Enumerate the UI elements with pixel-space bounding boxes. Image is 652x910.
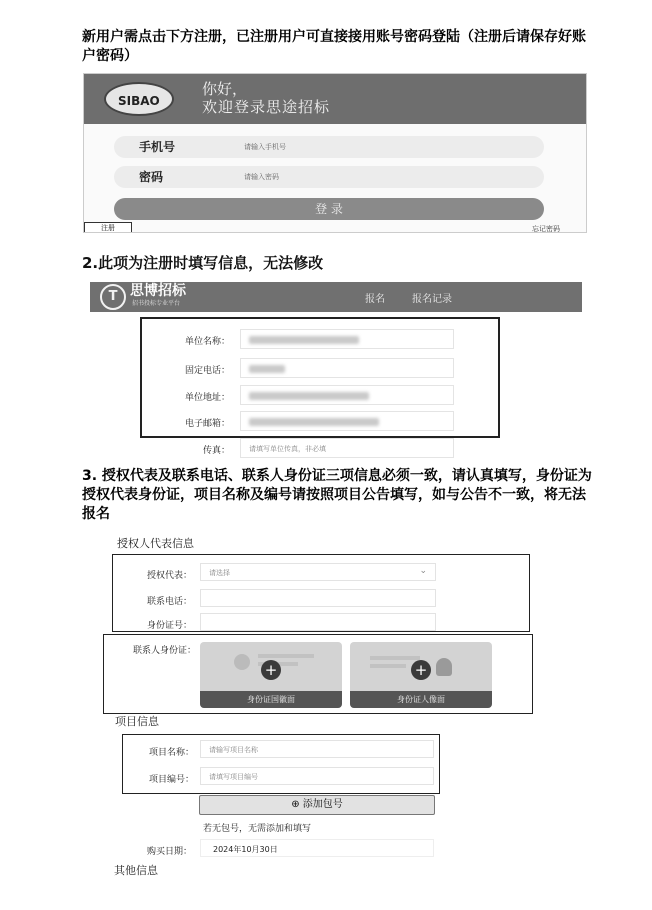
auth-rep-placeholder: 请选择 <box>209 569 230 577</box>
plus-icon: + <box>261 660 281 680</box>
logo-text: SIBAO <box>118 94 160 108</box>
brand-subtitle: 招书投标专业平台 <box>132 300 181 307</box>
id-front-upload[interactable] <box>200 642 342 708</box>
phone-placeholder: 请输入手机号 <box>244 143 286 151</box>
password-field[interactable] <box>114 166 544 188</box>
login-button[interactable]: 登 录 <box>114 198 544 220</box>
project-heading: 项目信息 <box>115 715 159 728</box>
other-heading: 其他信息 <box>114 864 158 877</box>
phone-field[interactable] <box>114 136 544 158</box>
placeholder-line <box>370 656 420 660</box>
add-package-label: 添加包号 <box>302 799 343 810</box>
id-front-caption: 身份证国徽面 <box>200 691 342 708</box>
brand-logo-icon: T <box>100 284 126 310</box>
redacted-value <box>249 336 359 344</box>
email-field <box>240 411 454 431</box>
purchase-date-label: 购买日期： <box>146 847 192 857</box>
redacted-value <box>249 392 369 400</box>
logo-icon <box>104 82 174 116</box>
project-no-input[interactable] <box>200 767 434 785</box>
placeholder-line <box>258 654 314 658</box>
plus-circle-icon: ⊕ <box>291 799 300 810</box>
id-back-upload[interactable] <box>350 642 492 708</box>
project-name-label: 项目名称： <box>148 748 194 758</box>
purchase-date-field[interactable] <box>200 839 434 857</box>
section2-title: 2.此项为注册时填写信息，无法修改 <box>82 254 324 272</box>
fax-label: 传真： <box>202 446 230 456</box>
add-package-button[interactable] <box>199 795 435 815</box>
id-number-input[interactable] <box>200 613 436 631</box>
purchase-date-value: 2024年10月30日 <box>213 845 278 854</box>
login-greeting: 你好， <box>202 80 248 98</box>
project-no-label: 项目编号： <box>148 775 194 785</box>
password-placeholder: 请输入密码 <box>244 173 279 181</box>
auth-rep-select[interactable] <box>200 563 436 581</box>
password-label: 密码 <box>139 170 164 184</box>
plus-icon: + <box>411 660 431 680</box>
login-header <box>84 74 587 124</box>
project-no-placeholder: 请填写项目编号 <box>209 773 258 781</box>
nav-signup[interactable]: 报名 <box>365 294 385 305</box>
emblem-icon <box>234 654 250 670</box>
landline-field <box>240 358 454 378</box>
login-body <box>84 124 587 233</box>
login-screenshot <box>83 73 587 233</box>
company-address-label: 单位地址： <box>184 393 230 403</box>
forgot-password-link[interactable]: 忘记密码 <box>532 225 560 233</box>
redacted-value <box>249 418 379 426</box>
package-note: 若无包号，无需添加和填写 <box>203 824 312 834</box>
project-name-placeholder: 请输写项目名称 <box>209 746 258 754</box>
portrait-icon <box>436 658 452 676</box>
intro-text: 新用户需点击下方注册，已注册用户可直接接用账号密码登陆（注册后请保存好账户密码） <box>82 29 586 64</box>
login-welcome: 欢迎登录思途招标 <box>202 98 331 116</box>
reg-header <box>90 282 582 312</box>
landline-label: 固定电话： <box>184 366 230 376</box>
phone-label: 联系电话： <box>146 597 192 607</box>
fax-placeholder: 请填写单位传真，非必填 <box>249 445 326 453</box>
section3-paragraph: 3. 授权代表及联系电话、联系人身份证三项信息必须一致，请认真填写，身份证为授权代表身份证，项目名称及编号请按照项目公告填写，如与公告不一致，将无法报名 <box>82 468 592 522</box>
id-number-label: 身份证号： <box>146 621 192 631</box>
id-back-caption: 身份证人像面 <box>350 691 492 708</box>
placeholder-line <box>370 664 406 668</box>
auth-rep-label: 授权代表： <box>146 571 192 581</box>
nav-records[interactable]: 报名记录 <box>412 294 452 305</box>
register-button[interactable]: 注册 <box>84 222 132 233</box>
phone-input[interactable] <box>200 589 436 607</box>
project-name-input[interactable] <box>200 740 434 758</box>
redacted-value <box>249 365 285 373</box>
brand-name: 思博招标 <box>130 283 186 299</box>
auth-heading: 授权人代表信息 <box>117 537 194 550</box>
id-card-label: 联系人身份证： <box>132 646 196 656</box>
chevron-down-icon: ⌄ <box>419 566 427 576</box>
fax-field[interactable] <box>240 438 454 458</box>
company-name-label: 单位名称： <box>184 337 230 347</box>
company-name-field <box>240 329 454 349</box>
phone-label: 手机号 <box>139 140 176 154</box>
company-address-field <box>240 385 454 405</box>
registration-screenshot <box>90 282 582 460</box>
email-label: 电子邮箱： <box>184 419 230 429</box>
